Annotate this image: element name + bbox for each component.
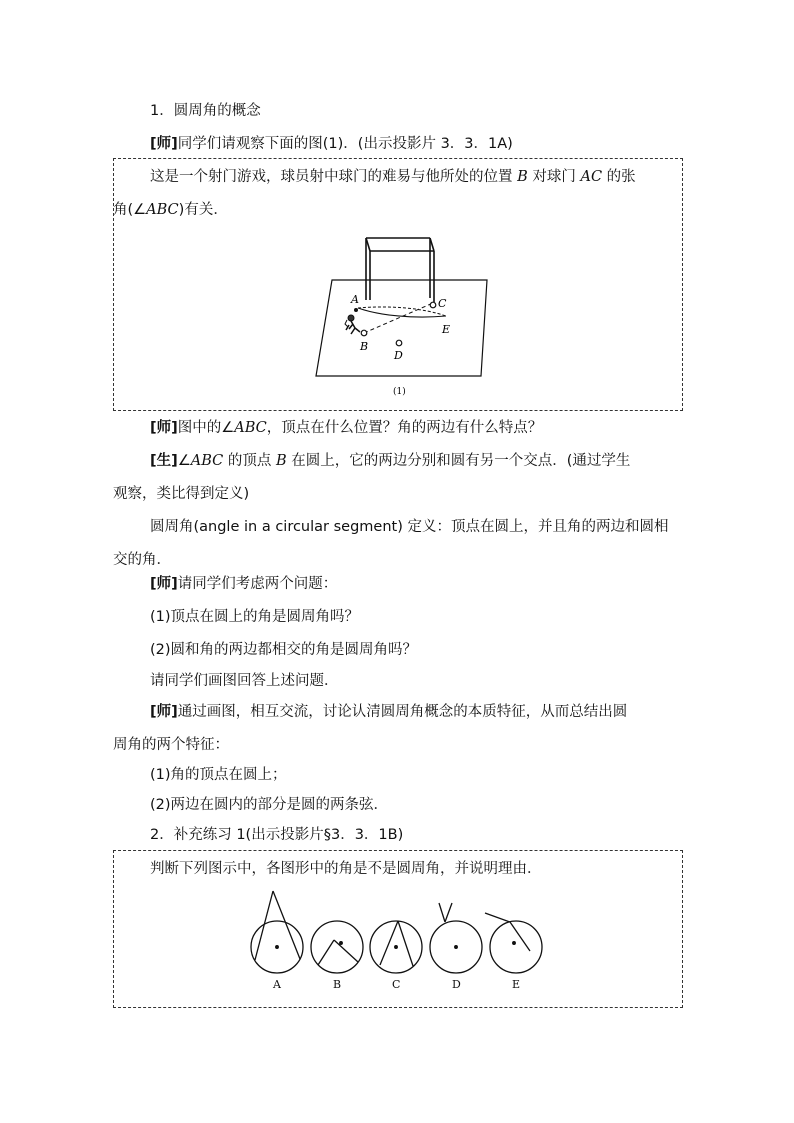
teacher-summary-line1 <box>150 702 627 722</box>
box1-var-b: B <box>517 169 528 185</box>
box1-text-e: )有关． <box>178 202 228 218</box>
figure-a <box>251 891 303 973</box>
box1-var-ac: AC <box>580 169 603 185</box>
definition-line2: 交的角． <box>113 552 171 568</box>
a1-text-a: ∠ <box>177 453 191 469</box>
box1-text-a: 这是一个射门游戏，球员射中球门的难易与他所处的位置 <box>150 169 518 185</box>
label-e: E <box>442 323 451 336</box>
a1-var-b: B <box>275 453 287 469</box>
section1-line1 <box>150 134 513 154</box>
figure-b <box>311 921 363 973</box>
teacher-tag: [师] <box>150 576 178 592</box>
label-b: B <box>360 340 369 353</box>
definition-line1: 圆周角(angle in a circular segment) 定义：顶点在圆上，并且角的两边和圆相 <box>150 519 669 535</box>
figure-caption: (1) <box>393 387 406 397</box>
label-a: A <box>351 293 359 306</box>
teacher-question-1 <box>150 418 542 438</box>
box1-text-b: 对球门 <box>527 169 581 185</box>
player-figure <box>345 315 360 334</box>
feature-1: (1)角的顶点在圆上； <box>150 767 287 783</box>
point-b <box>361 330 367 336</box>
goal-frame <box>366 238 434 302</box>
feature-2: (2)两边在圆内的部分是圆的两条弦． <box>150 797 389 813</box>
figure-label-a: A <box>273 978 281 991</box>
point-d <box>396 340 402 346</box>
label-d: D <box>394 349 403 362</box>
section1-line1-text: 同学们请观察下面的图(1)．(出示投影片 3．3．1A) <box>177 136 513 152</box>
teacher-tag: [师] <box>150 136 178 152</box>
a1-var-abc: ABC <box>190 453 224 469</box>
q1-var: ABC <box>234 420 267 436</box>
figure-d <box>430 903 482 973</box>
section1-heading: 1．圆周角的概念 <box>150 103 261 119</box>
section2-heading: 2．补充练习 1(出示投影片§3．3．1B) <box>150 827 404 843</box>
soccer-goal-figure <box>300 230 500 402</box>
box2-instruction: 判断下列图示中，各图形中的角是不是圆周角，并说明理由． <box>150 861 542 877</box>
teacher-tag: [师] <box>150 704 178 720</box>
figure-label-b: B <box>333 978 342 991</box>
q1-text-a: 图中的∠ <box>177 420 235 436</box>
point-a <box>354 308 358 312</box>
q3-line1: 通过画图，相互交流，讨论认清圆周角概念的本质特征，从而总结出圆 <box>177 704 628 720</box>
student-answer-line1 <box>150 451 630 471</box>
teacher-question-2 <box>150 574 337 594</box>
box1-text-c: 的张 <box>602 169 636 185</box>
label-c: C <box>438 297 447 310</box>
q1-text-b: ，顶点在什么位置？角的两边有什么特点？ <box>266 420 543 436</box>
figure-label-e: E <box>512 978 521 991</box>
a1-text-b: 的顶点 <box>223 453 276 469</box>
student-answer-line2: 观察，类比得到定义) <box>113 486 250 502</box>
figure-label-c: C <box>392 978 401 991</box>
a1-text-c: 在圆上，它的两边分别和圆有另一个交点．(通过学生 <box>286 453 631 469</box>
point-c <box>430 302 436 308</box>
box1-var-abc: ABC <box>146 202 179 218</box>
teacher-summary-line2: 周角的两个特征： <box>113 737 229 753</box>
circle-figures <box>240 885 560 995</box>
figure-c <box>370 921 422 973</box>
figure-label-d: D <box>452 978 461 991</box>
q2-text: 请同学们考虑两个问题： <box>177 576 338 592</box>
box1-paragraph-line1 <box>150 167 636 187</box>
figure-e <box>485 913 542 973</box>
question-item-1: (1)顶点在圆上的角是圆周角吗？ <box>150 609 360 625</box>
box1-text-d: 角(∠ <box>113 202 147 218</box>
box1-paragraph-line2 <box>113 200 228 220</box>
question-item-2: (2)圆和角的两边都相交的角是圆周角吗？ <box>150 642 418 658</box>
question-prompt: 请同学们画图回答上述问题． <box>150 673 339 689</box>
teacher-tag: [师] <box>150 420 178 436</box>
student-tag: [生] <box>150 453 178 469</box>
